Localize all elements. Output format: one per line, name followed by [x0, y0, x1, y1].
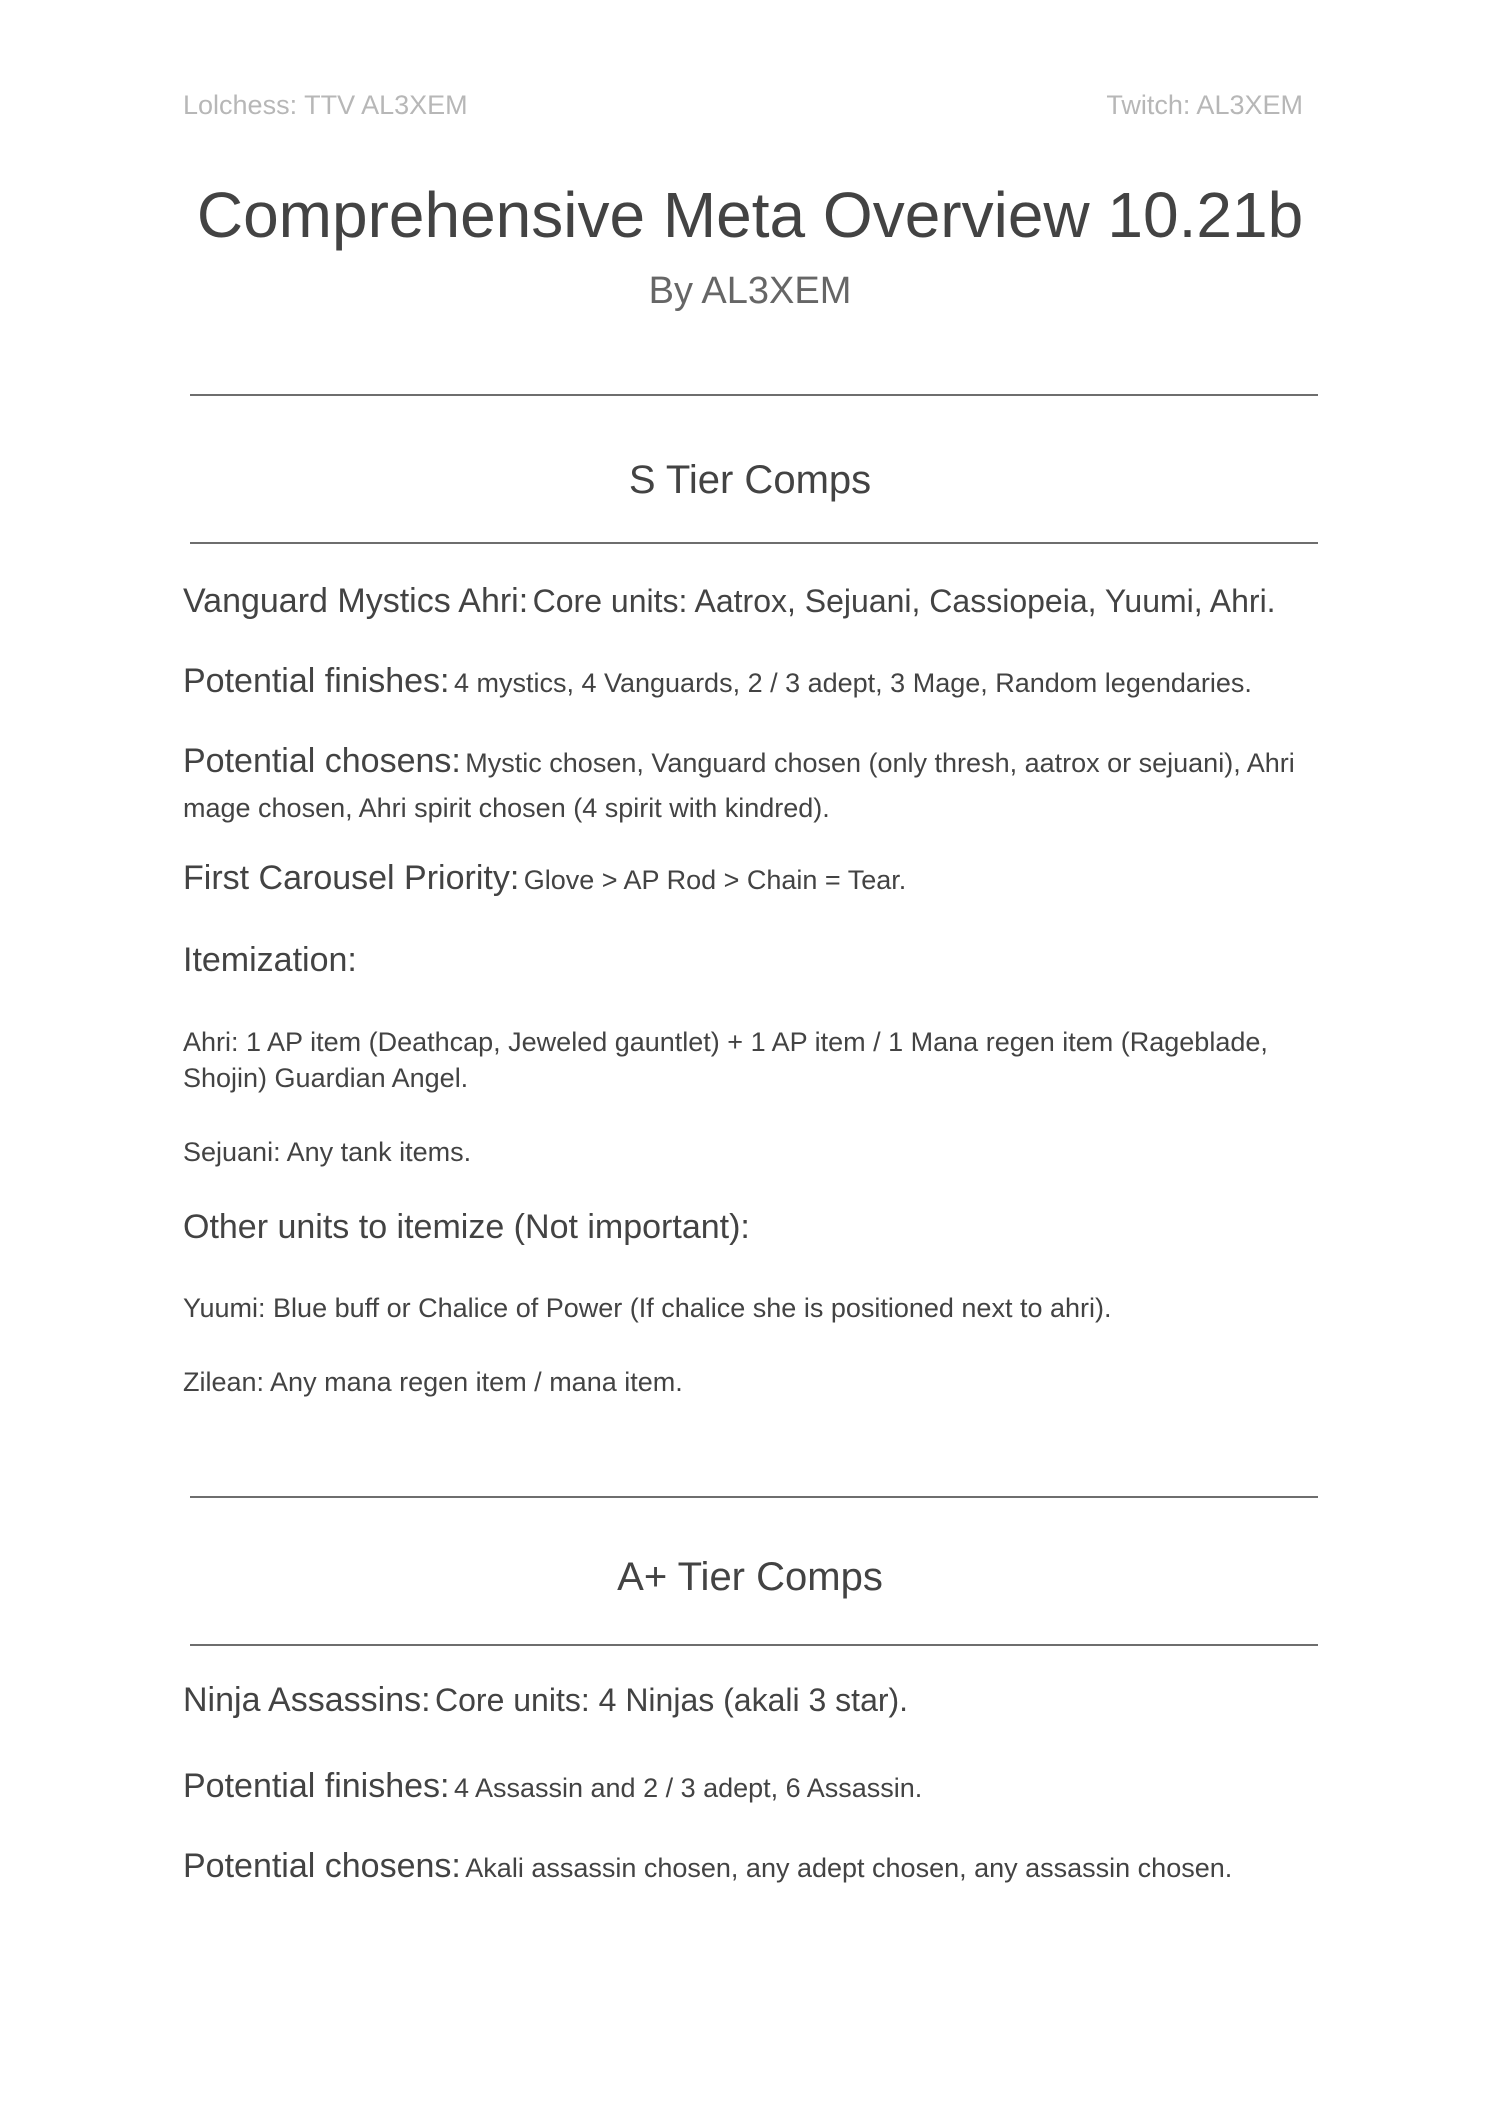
divider — [190, 542, 1318, 544]
carousel-text: Glove > AP Rod > Chain = Tear. — [523, 865, 907, 895]
comp-core-units — [183, 1680, 1338, 1727]
section-title-a-plus-tier: A+ Tier Comps — [617, 1555, 883, 1599]
divider — [190, 394, 1318, 396]
divider — [190, 1644, 1318, 1646]
chosens-text: Mystic chosen, Vanguard chosen (only thresh, aatrox or sejuani), Ahri mage chosen, Ahri spirit chosen (4 spirit with kindred). — [183, 748, 1295, 823]
item-ahri: Ahri: 1 AP item (Deathcap, Jeweled gauntlet) + 1 AP item / 1 Mana regen item (Rageblade, Shojin) Guardian Angel. — [183, 1027, 1268, 1093]
core-units-text: Core units: 4 Ninjas (akali 3 star). — [435, 1682, 909, 1718]
comp-name: Ninja Assassins: — [183, 1681, 431, 1719]
finishes-text: 4 mystics, 4 Vanguards, 2 / 3 adept, 3 Mage, Random legendaries. — [453, 668, 1252, 698]
chosens-text: Akali assassin chosen, any adept chosen, any assassin chosen. — [465, 1853, 1233, 1883]
header-left-text: Lolchess: TTV AL3XEM — [183, 90, 468, 120]
carousel-label: First Carousel Priority: — [183, 859, 520, 897]
section-title-s-tier: S Tier Comps — [628, 458, 872, 502]
potential-finishes — [183, 661, 1338, 708]
item-yuumi: Yuumi: Blue buff or Chalice of Power (If chalice she is positioned next to ahri). — [183, 1293, 1112, 1323]
finishes-text: 4 Assassin and 2 / 3 adept, 6 Assassin. — [453, 1773, 923, 1803]
core-units-text: Core units: Aatrox, Sejuani, Cassiopeia, Yuumi, Ahri. — [532, 583, 1276, 619]
other-units-heading: Other units to itemize (Not important): — [183, 1208, 750, 1246]
chosens-label: Potential chosens: — [183, 742, 461, 780]
potential-chosens — [183, 1846, 1338, 1893]
item-zilean: Zilean: Any mana regen item / mana item. — [183, 1367, 683, 1397]
finishes-label: Potential finishes: — [183, 662, 450, 700]
chosens-label: Potential chosens: — [183, 1847, 461, 1885]
potential-finishes — [183, 1766, 1338, 1813]
comp-core-units — [183, 581, 1338, 628]
page-title: Comprehensive Meta Overview 10.21b — [196, 179, 1304, 251]
divider — [190, 1496, 1318, 1498]
finishes-label: Potential finishes: — [183, 1767, 450, 1805]
carousel-priority — [183, 858, 1338, 905]
potential-chosens — [183, 741, 1338, 833]
page-subtitle: By AL3XEM — [648, 270, 852, 312]
itemization-heading: Itemization: — [183, 941, 357, 979]
header-right-text: Twitch: AL3XEM — [1106, 90, 1303, 120]
comp-name: Vanguard Mystics Ahri: — [183, 582, 529, 620]
item-sejuani: Sejuani: Any tank items. — [183, 1137, 472, 1167]
